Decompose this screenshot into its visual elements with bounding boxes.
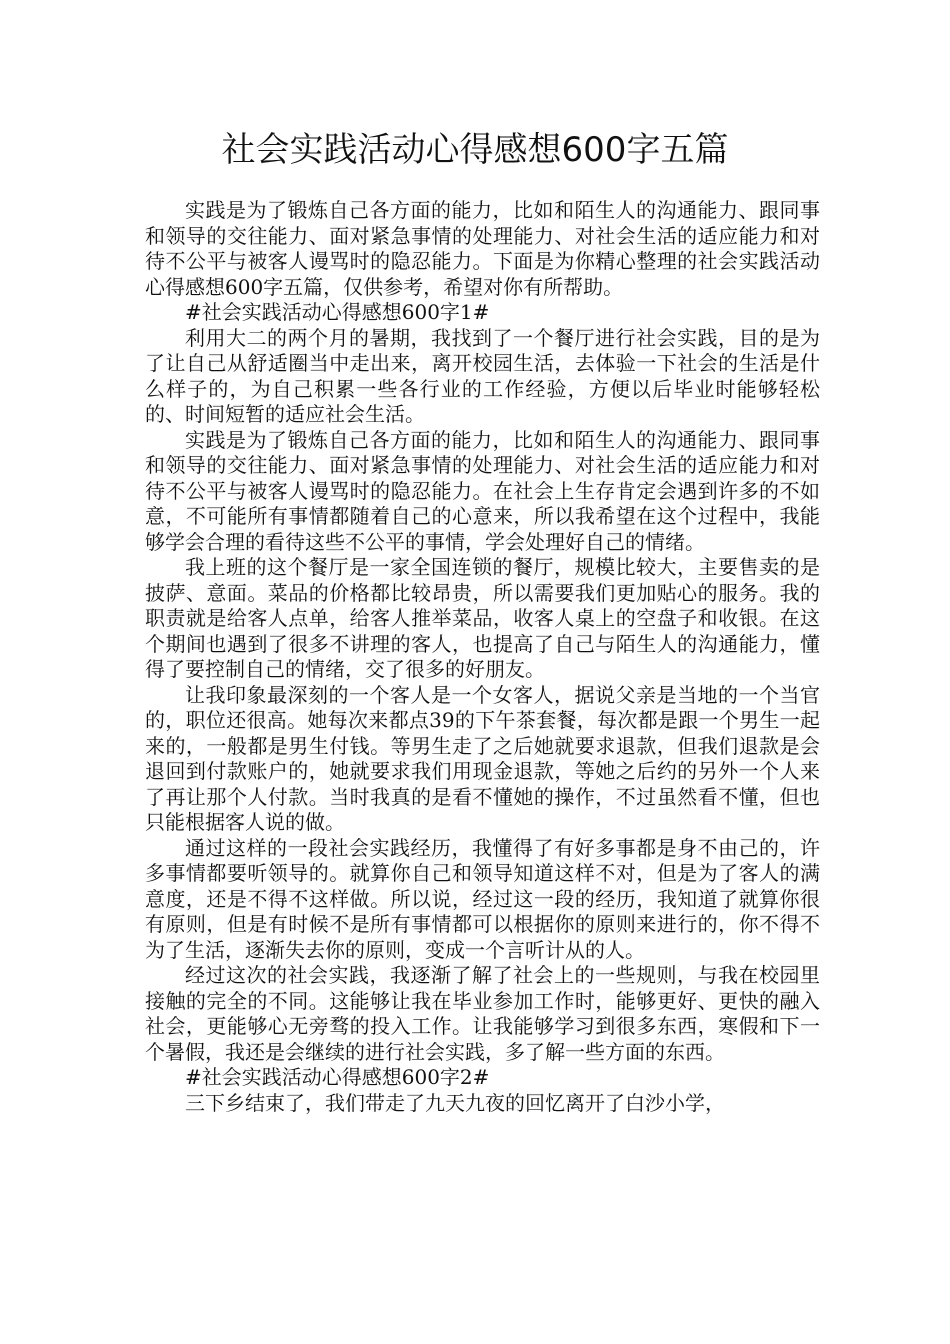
document-title: 社会实践活动心得感想600字五篇 — [221, 130, 729, 170]
body-paragraph: 经过这次的社会实践，我逐渐了解了社会上的一些规则，与我在校园里接触的完全的不同。这能够让我在毕业参加工作时，能够更好、更快的融入社会，更能够心无旁骛的投入工作。让我能够学习到很多东西，寒假和下一个暑假，我还是会继续的进行社会实践，多了解一些方面的东西。 — [145, 963, 820, 1064]
intro-paragraph: 实践是为了锻炼自己各方面的能力，比如和陌生人的沟通能力、跟同事和领导的交往能力、面对紧急事情的处理能力、对社会生活的适应能力和对待不公平与被客人谩骂时的隐忍能力。下面是为你精心整理的社会实践活动心得感想600字五篇，仅供参考，希望对你有所帮助。 — [145, 198, 820, 299]
body-paragraph: 利用大二的两个月的暑期，我找到了一个餐厅进行社会实践，目的是为了让自己从舒适圈当中走出来，离开校园生活，去体验一下社会的生活是什么样子的，为自己积累一些各行业的工作经验，方便以后毕业时能够轻松的、时间短暂的适应社会生活。 — [145, 325, 820, 426]
section-heading-1: #社会实践活动心得感想600字1# — [185, 300, 490, 324]
body-paragraph: 三下乡结束了，我们带走了九天九夜的回忆离开了白沙小学， — [185, 1090, 725, 1115]
document-body — [145, 198, 820, 1116]
body-paragraph: 我上班的这个餐厅是一家全国连锁的餐厅，规模比较大，主要售卖的是披萨、意面。菜品的价格都比较昂贵，所以需要我们更加贴心的服务。我的职责就是给客人点单，给客人推举菜品，收客人桌上的空盘子和收银。在这个期间也遇到了很多不讲理的客人，也提高了自己与陌生人的沟通能力，懂得了要控制自己的情绪，交了很多的好朋友。 — [145, 555, 820, 681]
section-heading-2: #社会实践活动心得感想600字2# — [185, 1065, 490, 1089]
body-paragraph: 让我印象最深刻的一个客人是一个女客人，据说父亲是当地的一个当官的，职位还很高。她每次来都点39的下午茶套餐，每次都是跟一个男生一起来的，一般都是男生付钱。等男生走了之后她就要求退款，但我们退款是会退回到付款账户的，她就要求我们用现金退款，等她之后约的另外一个人来了再让那个人付款。当时我真的是看不懂她的操作，不过虽然看不懂，但也只能根据客人说的做。 — [145, 682, 820, 834]
body-paragraph: 实践是为了锻炼自己各方面的能力，比如和陌生人的沟通能力、跟同事和领导的交往能力、面对紧急事情的处理能力、对社会生活的适应能力和对待不公平与被客人谩骂时的隐忍能力。在社会上生存肯定会遇到许多的不如意，不可能所有事情都随着自己的心意来，所以我希望在这个过程中，我能够学会合理的看待这些不公平的事情，学会处理好自己的情绪。 — [145, 427, 820, 554]
body-paragraph: 通过这样的一段社会实践经历，我懂得了有好多事都是身不由己的，许多事情都要听领导的。就算你自己和领导知道这样不对，但是为了客人的满意度，还是不得不这样做。所以说，经过这一段的经历，我知道了就算你很有原则，但是有时候不是所有事情都可以根据你的原则来进行的，你不得不为了生活，逐渐失去你的原则，变成一个言听计从的人。 — [145, 835, 820, 962]
